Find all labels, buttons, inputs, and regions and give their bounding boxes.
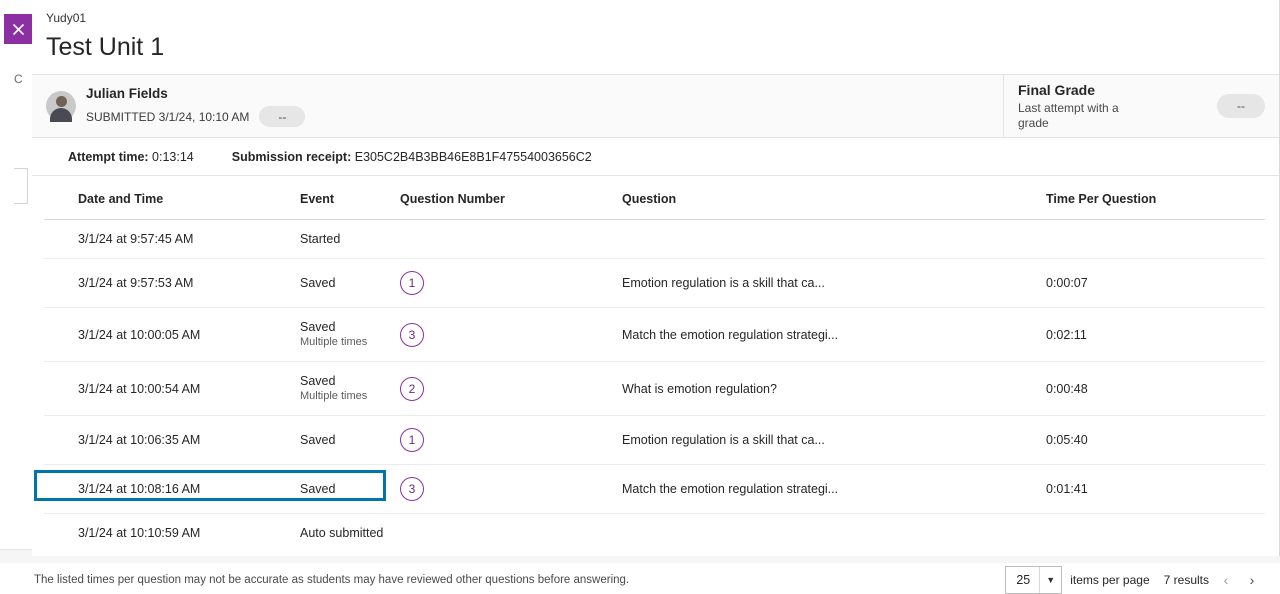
submission-receipt-label: Submission receipt: [231, 150, 352, 164]
event-label: Auto submitted [300, 526, 384, 540]
event-label: Saved [300, 433, 336, 447]
previous-page-button[interactable]: ‹ [1217, 569, 1235, 591]
page-size-select[interactable] [1005, 566, 1062, 594]
attempt-log-panel [32, 0, 1280, 588]
cell-question-text: Match the emotion regulation strategi... [622, 308, 1046, 362]
table-row[interactable] [44, 308, 1265, 362]
page-size-label: items per page [1070, 573, 1150, 587]
table-row[interactable] [44, 362, 1265, 416]
column-header-question-number: Question Number [400, 176, 622, 220]
log-table-wrapper [32, 176, 1279, 552]
attempt-time-value: 0:13:14 [152, 150, 194, 164]
cell-question-text: Emotion regulation is a skill that ca... [622, 259, 1046, 308]
column-header-time-per-question: Time Per Question [1046, 176, 1265, 220]
question-number-badge: 1 [400, 271, 424, 295]
cell-date-time: 3/1/24 at 10:06:35 AM [44, 416, 300, 465]
cell-date-time: 3/1/24 at 10:08:16 AM [44, 465, 300, 514]
cell-event [300, 362, 400, 416]
event-label: Saved [300, 482, 336, 496]
cell-time-per-question: 0:02:11 [1046, 308, 1265, 362]
cell-event [300, 259, 400, 308]
table-row[interactable] [44, 465, 1265, 514]
attempt-time [68, 150, 194, 164]
final-grade-value: -- [1217, 94, 1265, 118]
event-sublabel: Multiple times [300, 336, 368, 348]
cell-time-per-question: 0:00:07 [1046, 259, 1265, 308]
footer-note: The listed times per question may not be accurate as students may have reviewed other questions before answering. [34, 574, 630, 586]
cell-question-text [622, 220, 1046, 259]
student-info [32, 75, 1003, 137]
cell-event [300, 416, 400, 465]
question-number-badge: 3 [400, 323, 424, 347]
column-header-question: Question [622, 176, 1046, 220]
close-icon [12, 23, 25, 36]
table-row[interactable] [44, 416, 1265, 465]
cell-event [300, 220, 400, 259]
cell-question-number [400, 220, 622, 259]
student-submitted-row [86, 106, 305, 127]
table-footer [32, 552, 1279, 594]
column-header-date: Date and Time [44, 176, 300, 220]
panel-header [32, 0, 1279, 74]
next-page-button[interactable]: › [1243, 569, 1261, 591]
cell-time-per-question [1046, 220, 1265, 259]
cell-question-text [622, 514, 1046, 553]
event-label: Saved [300, 276, 336, 290]
question-number-badge: 3 [400, 477, 424, 501]
chevron-down-icon: ▼ [1039, 567, 1061, 593]
attempt-time-label: Attempt time: [68, 150, 149, 164]
cell-event [300, 514, 400, 553]
student-summary-bar [32, 74, 1279, 138]
cell-time-per-question: 0:00:48 [1046, 362, 1265, 416]
cell-question-text: Match the emotion regulation strategi... [622, 465, 1046, 514]
background-placeholder-box [14, 168, 28, 204]
attempt-grade-pill: -- [259, 106, 305, 127]
submitted-text: SUBMITTED 3/1/24, 10:10 AM [86, 109, 250, 124]
cell-date-time: 3/1/24 at 10:10:59 AM [78, 526, 201, 540]
final-grade-title: Final Grade [1018, 82, 1096, 98]
breadcrumb: Yudy01 [46, 11, 87, 25]
student-name: Julian Fields [86, 86, 168, 101]
cell-time-per-question: 0:05:40 [1046, 416, 1265, 465]
cell-date-time: 3/1/24 at 9:57:45 AM [44, 220, 300, 259]
event-label: Saved [300, 320, 336, 334]
close-icon-button[interactable] [4, 14, 32, 44]
submission-receipt-value: E305C2B4B3BB46E8B1F47554003656C2 [354, 150, 592, 164]
attempt-log-table [44, 176, 1265, 552]
event-label: Saved [300, 374, 336, 388]
table-body [44, 220, 1265, 553]
avatar [46, 91, 76, 121]
avatar-head [56, 96, 67, 107]
final-grade-section [1003, 75, 1279, 137]
cell-question-number [400, 465, 622, 514]
cell-date-time: 3/1/24 at 10:00:05 AM [44, 308, 300, 362]
cell-question-text: Emotion regulation is a skill that ca... [622, 416, 1046, 465]
pagination-controls [1005, 566, 1261, 594]
cell-event [300, 308, 400, 362]
question-number-badge: 1 [400, 428, 424, 452]
page-title: Test Unit 1 [46, 33, 165, 61]
event-label: Started [300, 232, 341, 246]
event-sublabel: Multiple times [300, 390, 368, 402]
background-chip-label: C [14, 72, 23, 86]
cell-date-time: 3/1/24 at 9:57:53 AM [44, 259, 300, 308]
cell-question-number [400, 259, 622, 308]
cell-question-number [400, 362, 622, 416]
cell-question-number [400, 416, 622, 465]
attempt-meta-row [32, 138, 1279, 176]
avatar-body [50, 108, 72, 122]
column-header-event: Event [300, 176, 400, 220]
table-row[interactable] [44, 220, 1265, 259]
cell-date-time: 3/1/24 at 10:00:54 AM [44, 362, 300, 416]
submission-receipt [232, 150, 592, 164]
cell-time-per-question: 0:01:41 [1046, 465, 1265, 514]
table-header-row [44, 176, 1265, 220]
cell-event [300, 465, 400, 514]
question-number-badge: 2 [400, 377, 424, 401]
results-count: 7 results [1163, 573, 1209, 587]
cell-time-per-question [1046, 514, 1265, 553]
table-row[interactable] [44, 514, 1265, 553]
cell-question-number [400, 308, 622, 362]
cell-question-text: What is emotion regulation? [622, 362, 1046, 416]
cell-question-number [400, 514, 622, 553]
table-row[interactable] [44, 259, 1265, 308]
page-size-value: 25 [1016, 573, 1031, 587]
final-grade-subtitle: Last attempt with a grade [1018, 101, 1119, 130]
